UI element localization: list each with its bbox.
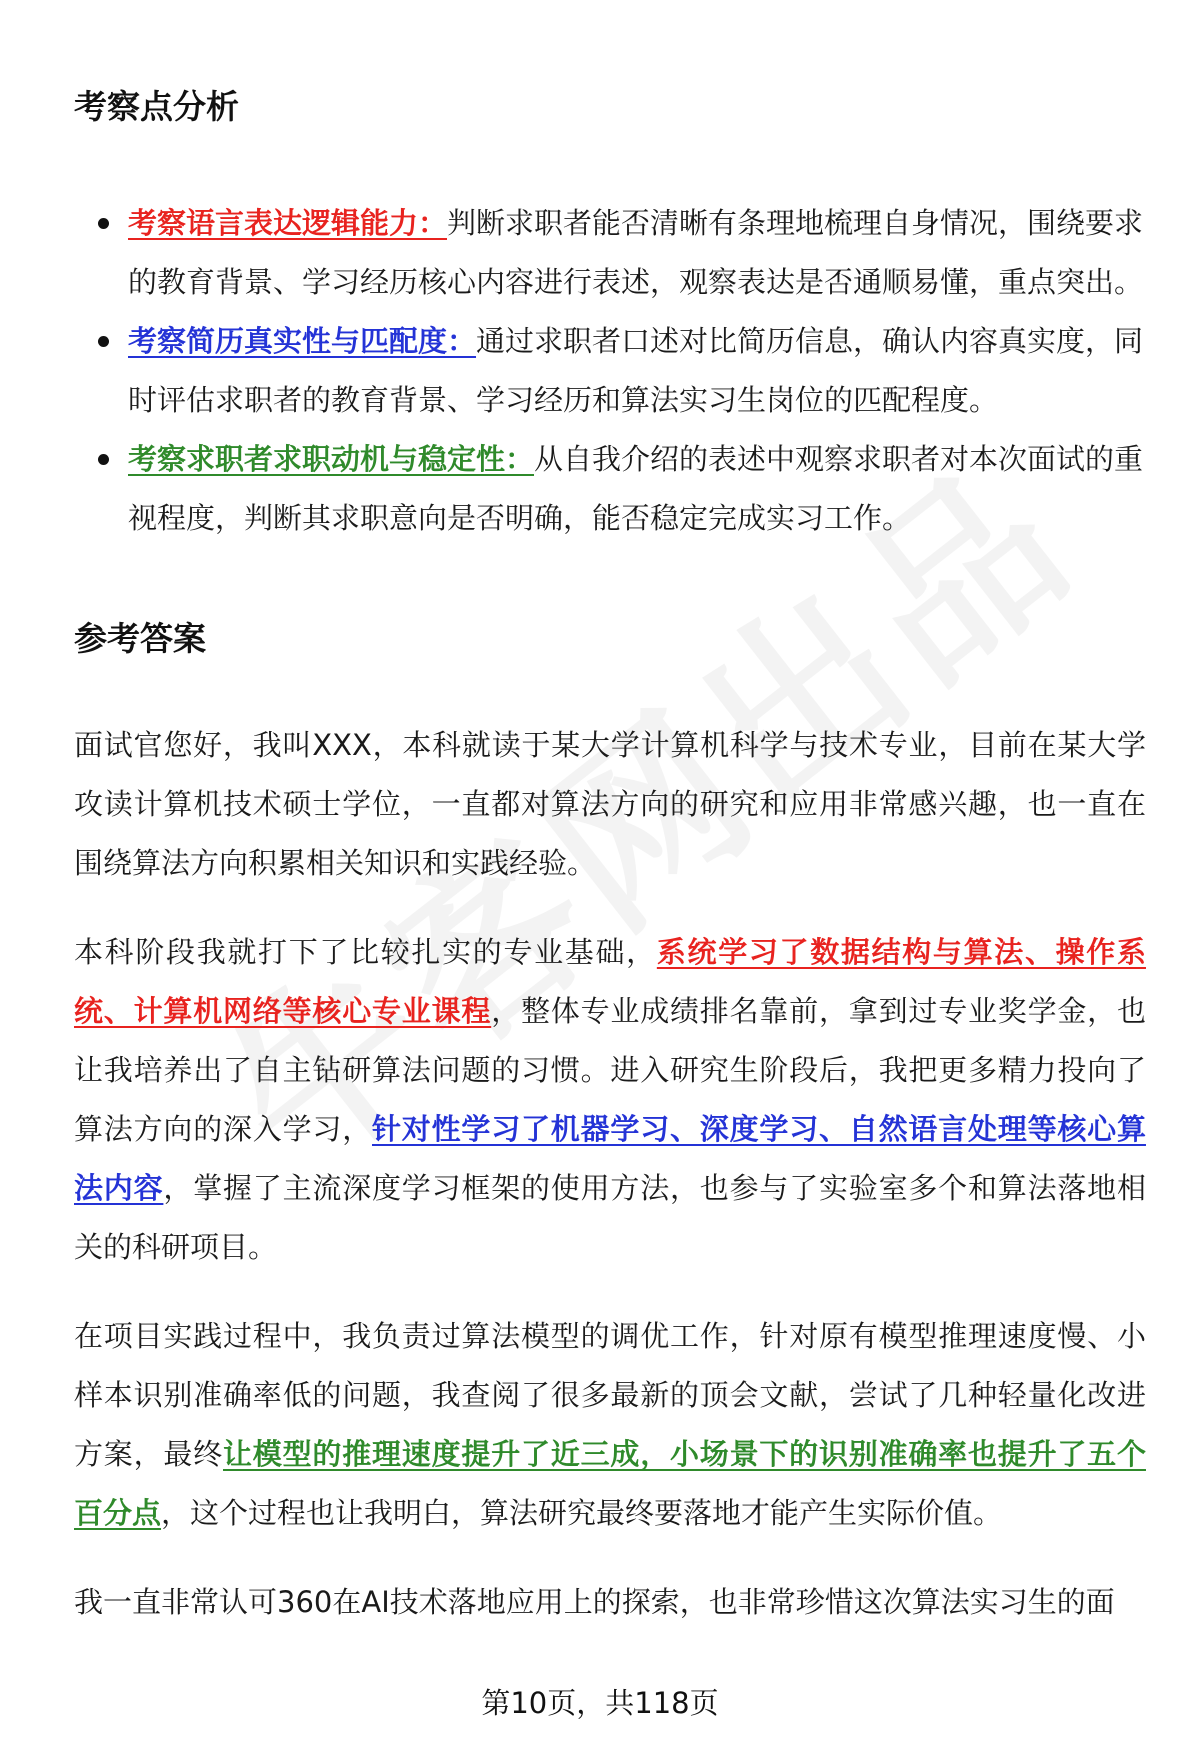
- paragraph-text: ，整体专业成绩排名靠前，拿到过专业奖学金，也让我培养出了自主钻研算法问题的习惯。进入研究生阶段后，我把更多精力投向了算法方向的深入学习，: [74, 994, 1146, 1146]
- answer-paragraph-education: [74, 923, 1146, 1277]
- section-heading-answer: 参考答案: [74, 619, 206, 658]
- paragraph-text: 在项目实践过程中，我负责过算法模型的调优工作，针对原有模型推理速度慢、小样本识别准确率低的问题，我查阅了很多最新的顶会文献，尝试了几种轻量化改进方案，最终: [74, 1319, 1146, 1471]
- analysis-point: [74, 194, 1146, 312]
- point-text: 从自我介绍的表述中观察求职者对本次面试的重视程度，判断其求职意向是否明确，能否稳定完成实习工作。: [128, 442, 1144, 535]
- analysis-point: [74, 430, 1146, 548]
- paragraph-text: 本科阶段我就打下了比较扎实的专业基础，: [74, 935, 657, 969]
- highlight-algorithms: 针对性学习了机器学习、深度学习、自然语言处理等核心算法内容: [74, 1112, 1146, 1205]
- point-title: 考察求职者求职动机与稳定性：: [128, 442, 535, 476]
- section-heading-analysis: 考察点分析: [74, 87, 239, 126]
- highlight-results: 让模型的推理速度提升了近三成，小场景下的识别准确率也提升了五个百分点: [74, 1437, 1146, 1530]
- answer-paragraph-intro: 面试官您好，我叫XXX，本科就读于某大学计算机科学与技术专业，目前在某大学攻读计算机技术硕士学位，一直都对算法方向的研究和应用非常感兴趣，也一直在围绕算法方向积累相关知识和实践经验。: [74, 728, 1146, 880]
- highlight-courses: 系统学习了数据结构与算法、操作系统、计算机网络等核心专业课程: [74, 935, 1146, 1028]
- page-number: 第10页，共118页: [481, 1686, 719, 1720]
- bullet-dot-icon: [98, 454, 109, 465]
- point-text: 判断求职者能否清晰有条理地梳理自身情况，围绕要求的教育背景、学习经历核心内容进行表述，观察表达是否通顺易懂，重点突出。: [128, 206, 1144, 299]
- point-text: 通过求职者口述对比简历信息，确认内容真实度，同时评估求职者的教育背景、学习经历和算法实习生岗位的匹配程度。: [128, 324, 1144, 417]
- answer-paragraph-project: [74, 1307, 1146, 1543]
- analysis-point-list: [74, 194, 1146, 548]
- paragraph-text: ，掌握了主流深度学习框架的使用方法，也参与了实验室多个和算法落地相关的科研项目。: [74, 1171, 1146, 1264]
- answer-paragraph-motivation: 我一直非常认可360在AI技术落地应用上的探索，也非常珍惜这次算法实习生的面: [74, 1585, 1115, 1619]
- paragraph-text: ，这个过程也让我明白，算法研究最终要落地才能产生实际价值。: [161, 1496, 1003, 1530]
- document-body: [74, 60, 1146, 1632]
- bullet-dot-icon: [98, 218, 109, 229]
- bullet-dot-icon: [98, 336, 109, 347]
- analysis-point: [74, 312, 1146, 430]
- point-title: 考察简历真实性与匹配度：: [128, 324, 477, 358]
- point-title: 考察语言表达逻辑能力：: [128, 206, 448, 240]
